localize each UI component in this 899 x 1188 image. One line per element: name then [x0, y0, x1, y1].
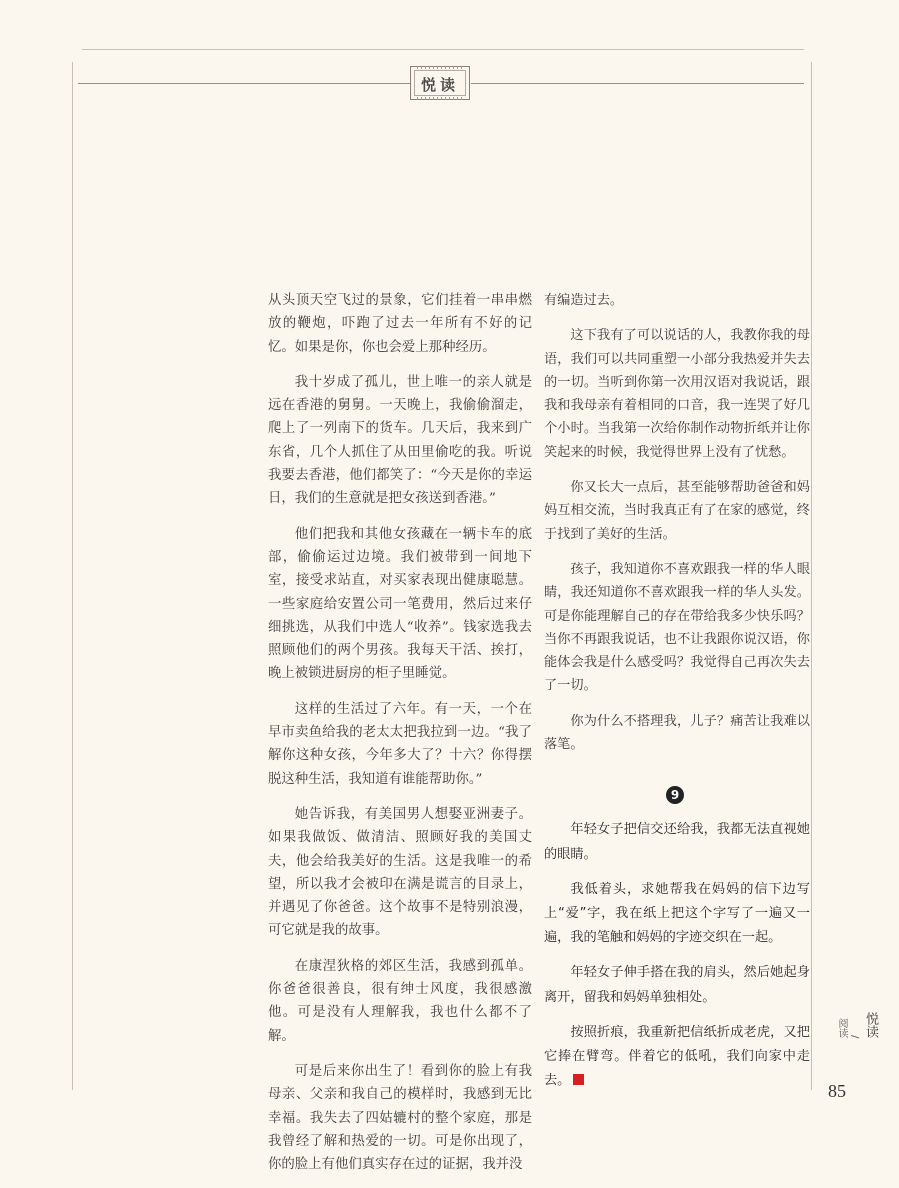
final-paragraph: [544, 1021, 810, 1094]
slash-divider: /: [849, 1034, 860, 1038]
section-header-box: [410, 66, 470, 100]
paragraph: 我低着头，求她帮我在妈妈的信下边写上“爱”字，我在纸上把这个字写了一遍又一遍，我的笔触和妈妈的字迹交织在一起。: [544, 881, 810, 946]
paragraph: 可是后来你出生了！看到你的脸上有我母亲、父亲和我自己的模样时，我感到无比幸福。我失去了四姑辘村的整个家庭，那是我曾经了解和热爱的一切。可是你出现了，你的脸上有他们真实存在过的证据，我并没: [268, 1063, 532, 1173]
magazine-name: 阅读: [836, 1018, 847, 1038]
paragraph: 年轻女子把信交还给我，我都无法直视她的眼睛。: [544, 822, 810, 862]
paragraph: 这样的生活过了六年。有一天，一个在早市卖鱼给我的老太太把我拉到一边。“我了解你这种女孩，今年多大了？十六？你得摆脱这种生活，我知道有谁能帮助你。”: [268, 701, 532, 787]
section-number-badge: 9: [666, 786, 684, 804]
paragraph: 在康涅狄格的郊区生活，我感到孤单。你爸爸很善良，很有绅士风度，我很感激他。可是没有人理解我，我也什么都不了解。: [268, 958, 532, 1044]
section-title: 悦读: [420, 76, 459, 94]
paragraph: 年轻女子伸手搭在我的肩头，然后她起身离开，留我和妈妈单独相处。: [544, 965, 810, 1005]
left-column: [268, 289, 532, 1188]
paragraph: 她告诉我，有美国男人想娶亚洲妻子。如果我做饭、做清洁、照顾好我的美国丈夫，他会给我美好的生活。这是我唯一的希望，所以我才会被印在满是谎言的目录上，并遇见了你爸爸。这个故事不是特别浪漫，可它就是我的故事。: [268, 806, 532, 939]
paragraph: 从头顶天空飞过的景象，它们挂着一串串燃放的鞭炮，吓跑了过去一年所有不好的记忆。如果是你，你也会爱上那种经历。: [268, 293, 532, 355]
end-mark-icon: [573, 1074, 584, 1085]
paragraph: 你又长大一点后，甚至能够帮助爸爸和妈妈互相交流，当时我真正有了在家的感觉，终于找到了美好的生活。: [544, 480, 810, 542]
footer-section-name: 悦读: [863, 1012, 878, 1038]
header-line-left: [78, 83, 410, 84]
paragraph: 有编造过去。: [544, 293, 624, 308]
left-margin-rule: [72, 62, 73, 1090]
final-paragraph-text: 按照折痕，我重新把信纸折成老虎，又把它捧在臂弯。伴着它的低吼，我们向家中走去。: [544, 1024, 810, 1089]
right-column: [544, 289, 810, 1104]
paragraph: 这下我有了可以说话的人，我教你我的母语，我们可以共同重塑一小部分我热爱并失去的一切。当听到你第一次用汉语对我说话，跟我和我母亲有着相同的口音，我一连哭了好几个小时。当我第一次给你制作动物折纸并让你笑起来的时候，我觉得世界上没有了忧愁。: [544, 328, 810, 460]
right-margin-rule: [811, 62, 812, 1090]
top-rule: [82, 49, 804, 50]
paragraph: 我十岁成了孤儿，世上唯一的亲人就是远在香港的舅舅。一天晚上，我偷偷溜走，爬上了一列南下的货车。几天后，我来到广东省，几个人抓住了从田里偷吃的我。听说我要去香港，他们都笑了：“今天是你的幸运日，我们的生意就是把女孩送到香港。”: [268, 374, 532, 507]
paragraph: 你为什么不搭理我，儿子？痛苦让我难以落笔。: [544, 713, 810, 753]
page-number: 85: [828, 1081, 846, 1101]
paragraph: 他们把我和其他女孩藏在一辆卡车的底部，偷偷运过边境。我们被带到一间地下室，接受求站直，对买家表现出健康聪慧。一些家庭给安置公司一笔费用，然后过来仔细挑选，从我们中选人“收养”。钱家选我去照顾他们的两个男孩。我每天干活、挨打，晚上被锁进厨房的柜子里睡觉。: [268, 526, 532, 682]
paragraph: 孩子，我知道你不喜欢跟我一样的华人眼睛，我还知道你不喜欢跟我一样的华人头发。可是你能理解自己的存在带给我多少快乐吗？当你不再跟我说话，也不让我跟你说汉语，你能体会我是什么感受吗？我觉得自己再次失去了一切。: [544, 561, 810, 694]
header-line-right: [471, 83, 804, 84]
running-footer: [834, 1012, 899, 1038]
